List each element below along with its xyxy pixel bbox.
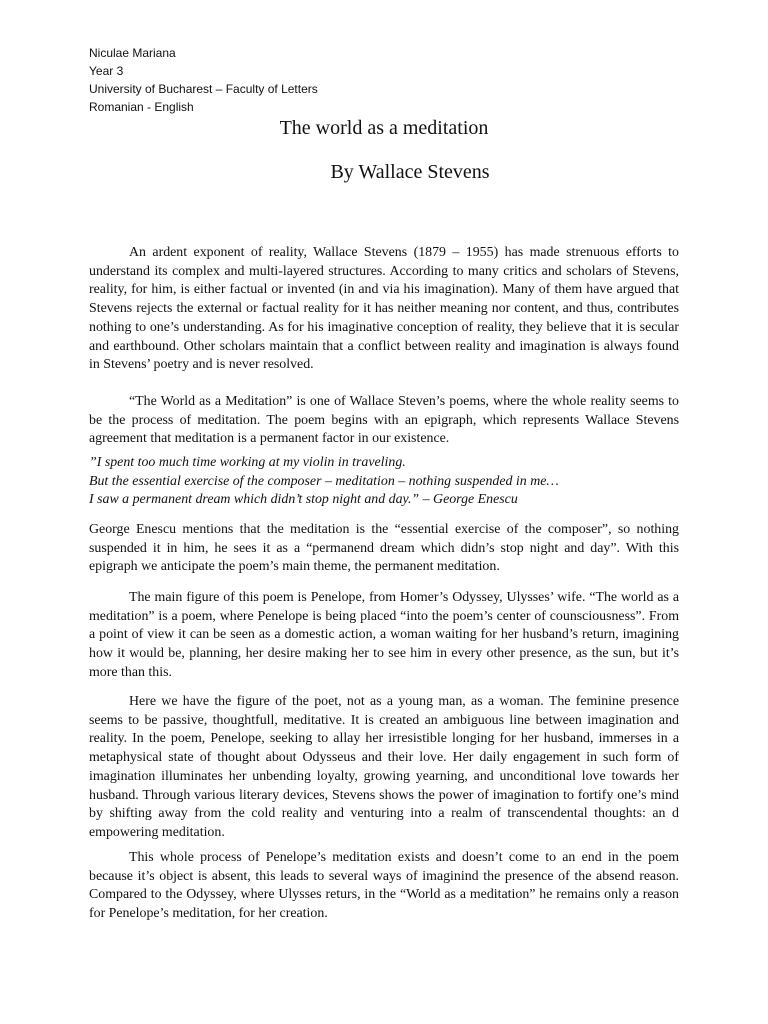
epigraph-quote [89,454,679,510]
paragraph-text: Here we have the figure of the poet, not as a young man, as a woman. The feminine presence seems to be passive, thoughtfull, meditative. It is created an ambiguous line between imagination and reality. In the poem, Penelope, seeking to allay her irresistible longing for her husband, immerses in a metaphysical state of thought about Odysseus and their love. Her daily engagement in such form of imagination illuminates her unbending loyalty, growing yearning, and unconditional love towards her husband. Through various literary devices, Stevens shows the power of imagination to fortify one’s mind by shifting away from the cold reality and venturing into a realm of transcendental thoughts: an d empowering meditation. [89,694,679,840]
paragraph-text: “The World as a Meditation” is one of Wallace Steven’s poems, where the whole reality seems to be the process of meditation. The poem begins with an epigraph, which represents Wallace Stevens agreement that meditation is a permanent factor in our existence. [89,394,679,447]
author-name: Niculae Mariana [89,46,176,60]
paragraph-text: The main figure of this poem is Penelope, from Homer’s Odyssey, Ulysses’ wife. “The world as a meditation” is a poem, where Penelope is being placed “into the poem’s center of counsciousness”. From a point of view it can be seen as a domestic action, a woman waiting for her husband’s return, imagining how it would be, planning, her desire making her to see him in every other presence, as the sun, but it’s more than this. [89,590,679,680]
student-year: Year 3 [89,64,124,78]
paragraph-enescu [89,521,679,577]
document-title: The world as a meditation [279,117,489,139]
document-subtitle: By Wallace Stevens [330,161,490,183]
paragraph-penelope [89,589,679,683]
paragraph-text: This whole process of Penelope’s meditation exists and doesn’t come to an end in the poem because it’s object is absent, this leads to several ways of imaginind the presence of the absend reason. Compared to the Odyssey, where Ulysses returs, in the “World as a meditation” he remains only a reason for Penelope’s meditation, for her creation. [89,850,679,922]
paragraph-text: An ardent exponent of reality, Wallace Stevens (1879 – 1955) has made strenuous efforts to understand its complex and multi-layered structures. According to many critics and scholars of Stevens, reality, for him, is either factual or invented (in and via his imagination). Many of them have argued that Stevens rejects the external or factual reality for it has neither meaning nor content, and thus, contributes nothing to one’s understanding. As for his imaginative conception of reality, they believe that it is secular and earthbound. Other scholars maintain that a conflict between reality and imagination is always found in Stevens’ poetry and is never resolved. [89,245,679,373]
paragraph-intro [89,244,679,375]
paragraph-meditation-process [89,849,679,924]
author-header [89,44,318,116]
quote-line-1: ”I spent too much time working at my violin in traveling. [89,455,406,470]
paragraph-poem-overview [89,393,679,449]
paragraph-text: George Enescu mentions that the meditation is the “essential exercise of the composer”, so nothing suspended it in him, he sees it as a “permanend dream which didn’s stop night and day”. With this epigraph we anticipate the poem’s main theme, the permanent meditation. [89,522,679,575]
quote-line-2: But the essential exercise of the composer – meditation – nothing suspended in me… [89,473,559,489]
quote-line-3: I saw a permanent dream which didn’t stop night and day.” – George Enescu [89,492,518,508]
university-name: University of Bucharest – Faculty of Letters [89,82,318,96]
paragraph-poet-figure [89,693,679,843]
study-program: Romanian - English [89,100,194,114]
